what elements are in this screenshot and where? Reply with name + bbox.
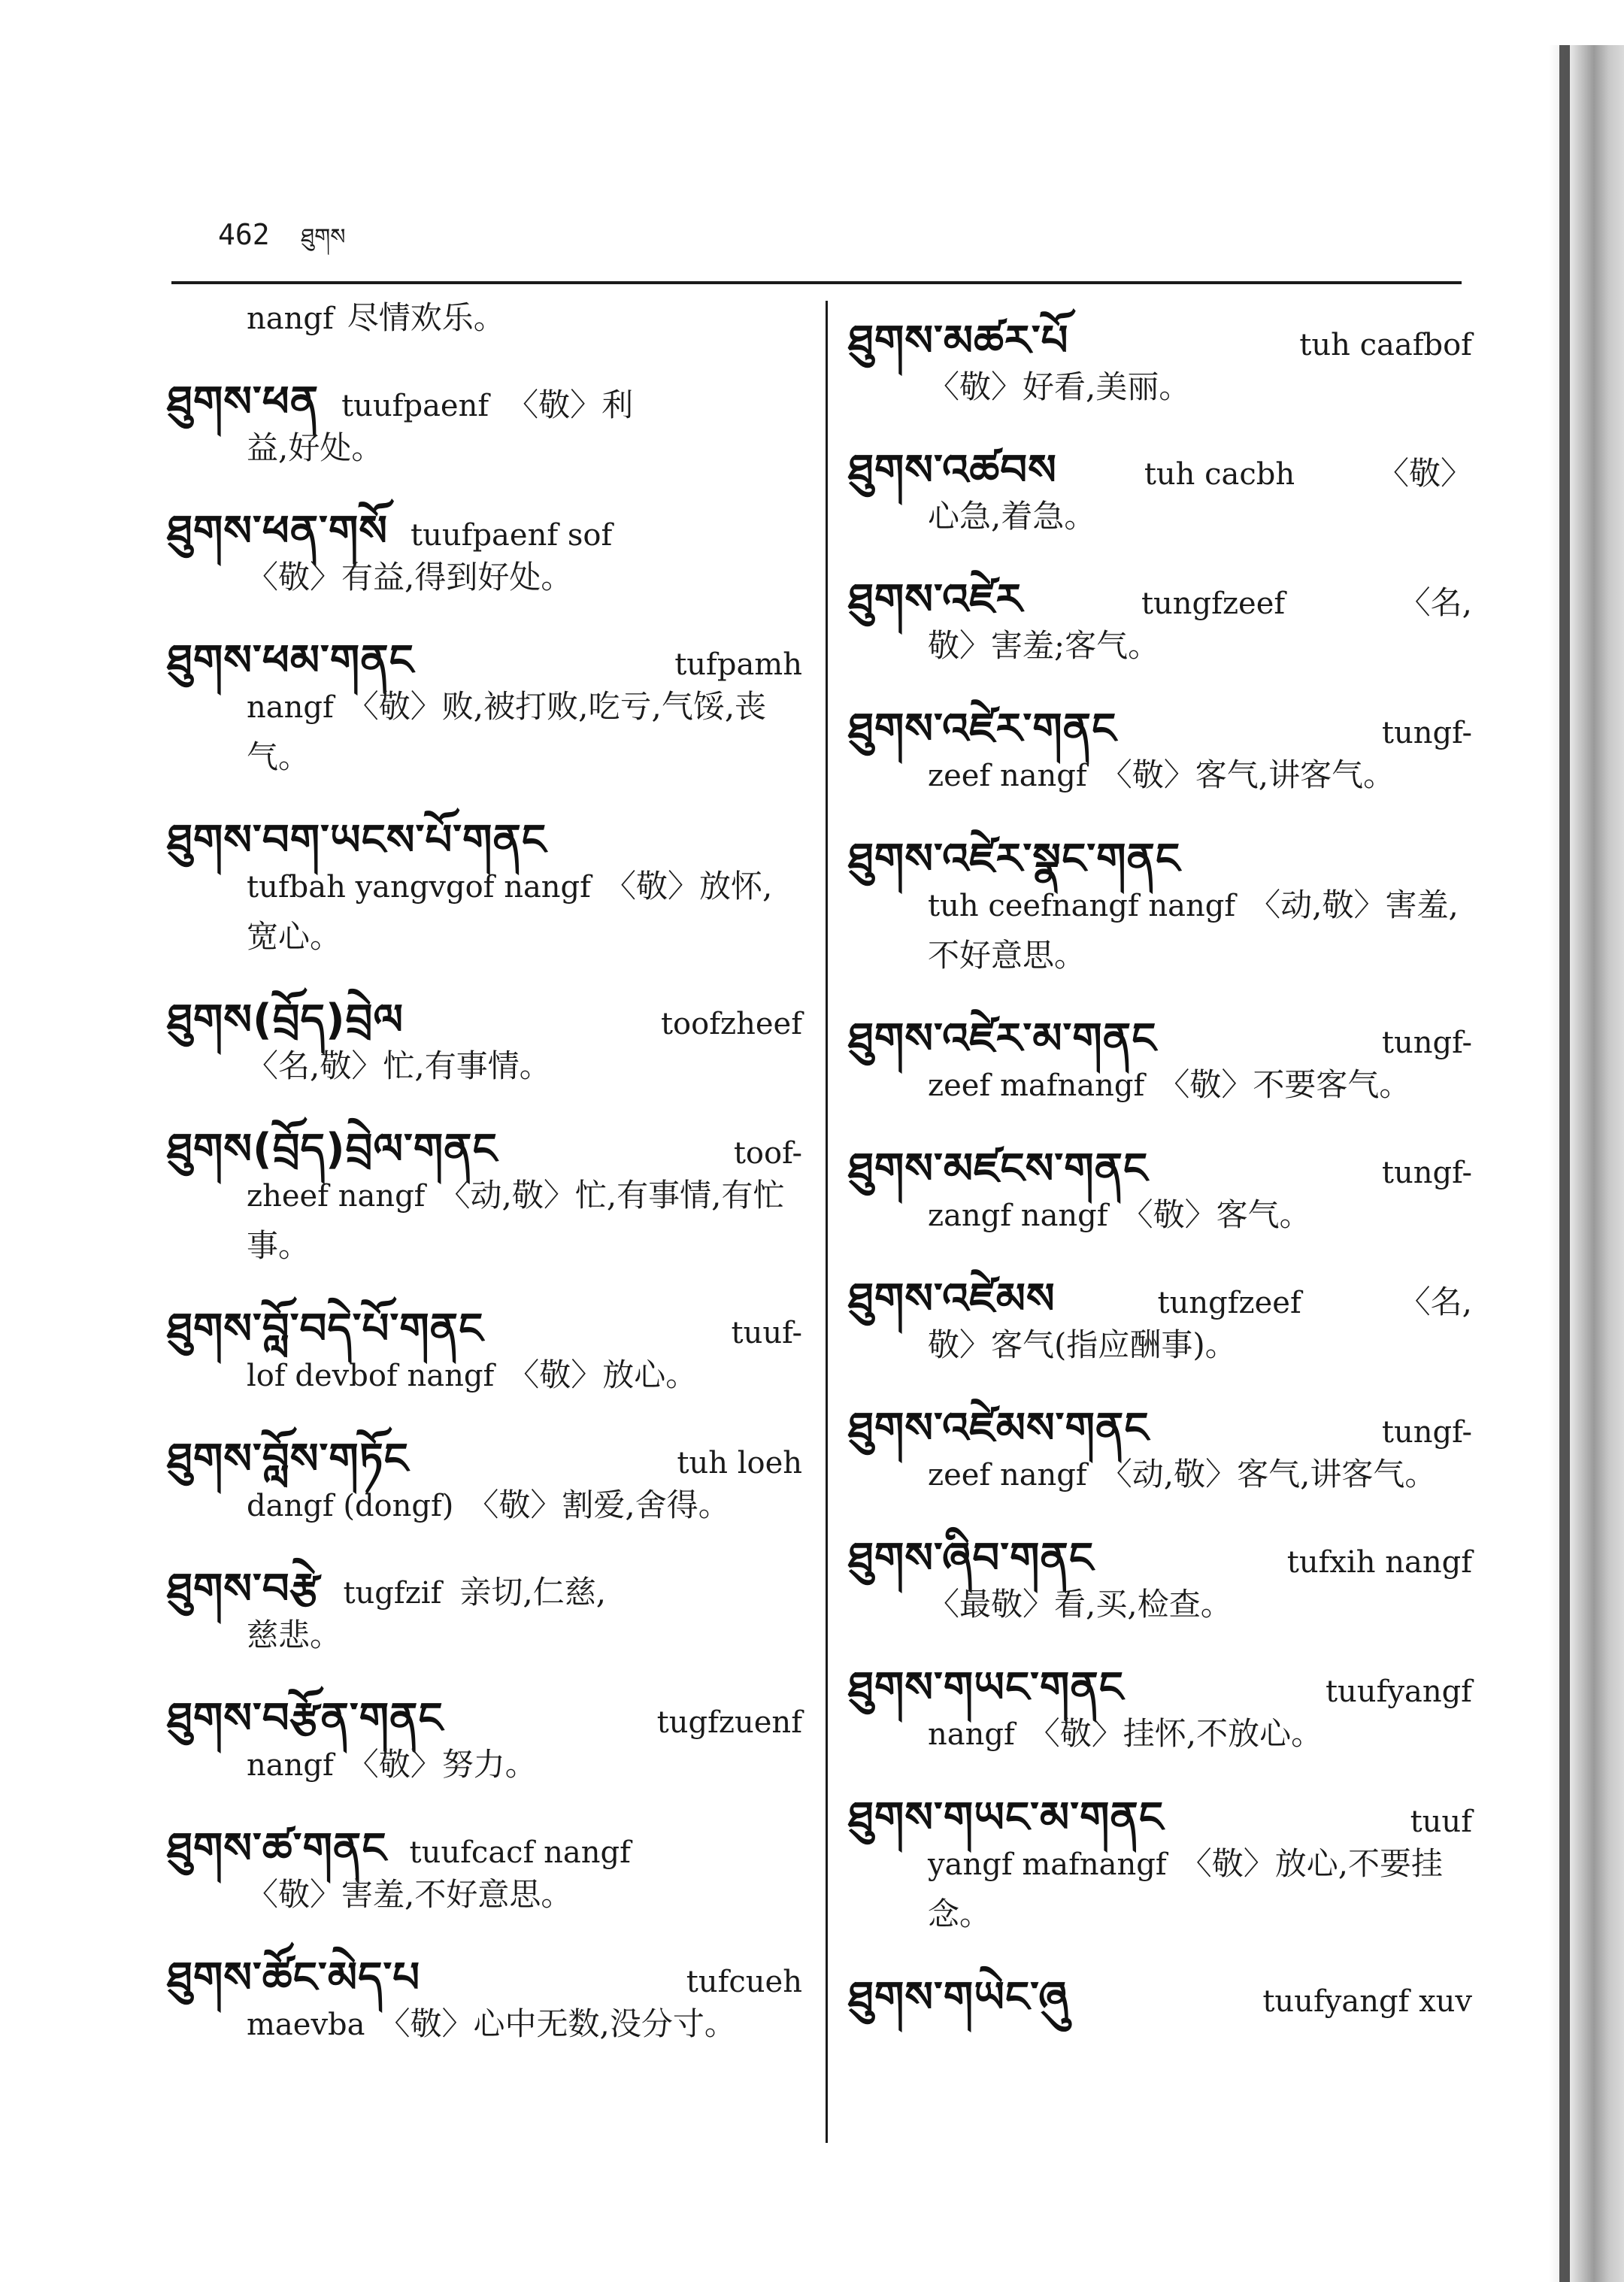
entry-romanization: tugfzif	[343, 1576, 442, 1611]
entry-definition: 〈敬〉害羞,不好意思。	[247, 1876, 573, 1913]
entry-continuation	[167, 1870, 802, 1920]
entry-headword-tibetan: ཐུགས་བློས་གཏོང	[167, 1435, 409, 1483]
entry-headword-line	[167, 1541, 802, 1614]
dictionary-entry	[848, 423, 1472, 541]
entry-gloss: 〈敬〉利	[507, 386, 634, 423]
entry-continuation	[167, 862, 803, 962]
entry-continuation	[167, 553, 802, 602]
entry-definition: 〈敬〉心中无数,没分寸。	[378, 2005, 736, 2042]
entry-romanization-cont: yangf mafnangf	[928, 1847, 1167, 1882]
entry-romanization: tungfzeef	[1157, 1286, 1301, 1320]
entry-headword-tibetan: ཐུགས་ཚོང་མེད་པ	[167, 1953, 421, 2002]
dictionary-entry	[167, 972, 802, 1091]
header-rule	[171, 281, 1462, 284]
entry-headword-tibetan: ཐུགས་འཛེར་གནང	[848, 705, 1117, 753]
entry-headword-tibetan: ཐུགས་ཚ་གནང	[167, 1824, 387, 1873]
entry-romanization-cont: zeef mafnangf	[928, 1068, 1145, 1103]
entry-definition: 〈敬〉败,被打败,吃亏,气馁,丧气。	[247, 688, 767, 775]
entry-romanization-cont: nangf	[247, 302, 334, 336]
dictionary-entry	[848, 1770, 1472, 1939]
entry-headword-tibetan: ཐུགས་འཛེར	[848, 575, 1023, 624]
entry-romanization: tufpamh	[674, 647, 802, 682]
entry-romanization: tungf-	[1381, 1415, 1472, 1450]
entry-romanization-cont: zeef nangf	[928, 759, 1087, 793]
dictionary-entry	[848, 811, 1472, 980]
dictionary-entry	[167, 1281, 802, 1401]
entry-romanization-cont: nangf	[247, 1748, 334, 1783]
entry-definition: 〈动,敬〉害羞,不好意思。	[928, 886, 1459, 974]
entry-definition: 尽情欢乐。	[347, 299, 505, 336]
entry-romanization-cont: tufbah yangvgof nangf	[247, 870, 591, 905]
entry-headword-tibetan: ཐུགས་འཛེམས	[848, 1274, 1056, 1323]
dictionary-entry	[167, 792, 802, 962]
entry-romanization-cont: nangf	[928, 1717, 1015, 1752]
entry-headword-tibetan: ཐུགས་འཛེམས་གནང	[848, 1404, 1150, 1453]
entry-continuation	[167, 293, 802, 344]
entry-continuation	[848, 362, 1472, 412]
entry-definition: 〈动,敬〉客气,讲客气。	[1100, 1456, 1437, 1493]
entry-headword-tibetan: ཐུགས་བརྩོན་གནང	[167, 1694, 444, 1743]
entry-headword-line	[848, 1950, 1472, 2022]
entry-romanization: tungf-	[1381, 1156, 1472, 1190]
entry-continuation	[848, 1320, 1472, 1370]
entry-headword-line	[167, 613, 802, 685]
entry-definition: 〈敬〉割爱,舍得。	[467, 1486, 730, 1523]
entry-definition: 〈敬〉有益,得到好处。	[247, 559, 573, 596]
entry-continuation	[848, 1709, 1472, 1759]
dictionary-entry	[848, 1121, 1472, 1241]
entry-romanization: tuufcacf nangf	[409, 1835, 631, 1870]
entry-romanization: toof-	[733, 1136, 802, 1171]
entry-headword-tibetan: ཐུགས(བྲོད)བྲེལ་གནང	[167, 1125, 498, 1174]
entry-romanization-cont: lof devbof nangf	[247, 1359, 495, 1393]
dictionary-entry	[167, 1541, 802, 1660]
entry-headword-tibetan: ཐུགས་བློ་བདེ་པོ་གནང	[167, 1305, 484, 1353]
entry-definition: 〈动,敬〉忙,有事情,有忙事。	[247, 1177, 785, 1264]
entry-definition: 〈敬〉努力。	[347, 1746, 537, 1783]
dictionary-entry	[848, 293, 1472, 412]
entry-headword-line	[848, 1380, 1472, 1453]
dictionary-entry	[848, 1251, 1472, 1370]
entry-romanization: tufcueh	[686, 1965, 802, 1999]
entry-definition: 益,好处。	[247, 429, 383, 466]
entry-definition: 〈敬〉挂怀,不放心。	[1028, 1715, 1323, 1752]
entry-headword-tibetan: ཐུགས་བག་ཡངས་པོ་གནང	[167, 816, 547, 865]
entry-romanization-cont: nangf	[247, 690, 334, 725]
entry-continuation	[167, 423, 802, 473]
entry-continuation	[848, 1580, 1472, 1629]
entry-definition: 〈敬〉放怀,宽心。	[247, 868, 773, 955]
entry-headword-tibetan: ཐུགས་འཛེར་མ་གནང	[848, 1014, 1157, 1063]
dictionary-entry	[167, 1411, 802, 1531]
entry-romanization: tuuf-	[731, 1316, 802, 1350]
dictionary-entry	[167, 613, 802, 782]
entry-continuation	[167, 1480, 802, 1531]
dictionary-entry	[167, 1930, 802, 2050]
entry-gloss: 〈名,	[1398, 1283, 1472, 1320]
entry-headword-line	[167, 483, 802, 556]
dictionary-entry	[848, 1380, 1472, 1500]
entry-continuation	[848, 1839, 1469, 1939]
entry-headword-line	[848, 681, 1472, 753]
entry-headword-tibetan: ཐུགས་འཛེར་སྣང་གནང	[848, 835, 1181, 883]
entry-headword-line	[167, 972, 802, 1044]
entry-romanization: tungfzeef	[1141, 586, 1286, 621]
entry-definition: 敬〉害羞;客气。	[928, 627, 1160, 664]
entry-continuation	[848, 621, 1472, 671]
entry-romanization-cont: zangf nangf	[928, 1199, 1108, 1233]
dictionary-entry	[167, 483, 802, 602]
entry-romanization: tuufpaenf sof	[411, 518, 613, 553]
entry-definition: 〈敬〉放心,不要挂念。	[928, 1845, 1444, 1932]
entry-headword-tibetan: ཐུགས་མཛངས་གནང	[848, 1144, 1149, 1193]
entry-continuation	[167, 1740, 802, 1790]
entry-headword-line	[848, 1511, 1472, 1583]
entry-headword-tibetan: ཐུགས་ཕམ་གནང	[167, 636, 414, 685]
entry-headword-line	[848, 1770, 1472, 1842]
dictionary-entry	[848, 1950, 1472, 2022]
entry-headword-line	[848, 423, 1472, 495]
entry-headword-line	[167, 1281, 802, 1353]
dictionary-entry	[848, 1640, 1472, 1759]
entry-headword-tibetan: ཐུགས་ཕན་གསོ	[167, 507, 389, 556]
entry-definition: 心急,着急。	[928, 498, 1096, 535]
entry-headword-line	[167, 354, 802, 426]
entry-continuation	[848, 1190, 1472, 1241]
entry-continuation	[167, 1999, 802, 2050]
entry-headword-line	[167, 1930, 802, 2002]
entry-romanization: tuuf	[1410, 1805, 1472, 1839]
dictionary-entry	[167, 354, 802, 473]
dictionary-entry	[848, 1511, 1472, 1629]
entry-gloss: 亲切,仁慈,	[459, 1574, 607, 1611]
column-divider	[826, 301, 828, 2143]
entry-romanization-cont: tuh ceefnangf nangf	[928, 889, 1236, 923]
entry-continuation	[848, 750, 1472, 801]
entry-headword-tibetan: ཐུགས་འཚབས	[848, 446, 1057, 495]
entry-headword-line	[848, 991, 1472, 1063]
entry-romanization: tugfzuenf	[656, 1705, 802, 1740]
entry-romanization: tuufpaenf	[341, 389, 489, 423]
entry-romanization: tuh cacbh	[1144, 457, 1295, 492]
dictionary-entry	[848, 991, 1472, 1111]
entry-gloss: 〈敬〉	[1377, 455, 1472, 492]
entry-headword-line	[848, 1251, 1472, 1323]
entry-continuation	[848, 1060, 1472, 1111]
entry-romanization: tufxih nangf	[1286, 1545, 1472, 1580]
entry-romanization-cont: zheef nangf	[247, 1179, 426, 1214]
dictionary-entry	[848, 552, 1472, 671]
entry-definition: 〈最敬〉看,买,检查。	[928, 1586, 1232, 1623]
right-column	[848, 293, 1472, 2029]
entry-continuation	[167, 1171, 803, 1271]
entry-definition: 〈名,敬〉忙,有事情。	[247, 1047, 551, 1084]
entry-headword-line	[167, 792, 802, 865]
dictionary-entry	[167, 1102, 802, 1271]
entry-continuation	[167, 1611, 802, 1660]
entry-continuation	[848, 1450, 1469, 1500]
entry-definition: 〈敬〉放心。	[508, 1356, 698, 1393]
page-number: 462	[218, 218, 270, 251]
entry-headword-tibetan: ཐུགས་གཡང་གནང	[848, 1663, 1124, 1712]
entry-headword-tibetan: ཐུགས་ཞིབ་གནང	[848, 1534, 1095, 1583]
entry-definition: 〈敬〉客气,讲客气。	[1100, 756, 1395, 793]
entry-romanization: tuh loeh	[677, 1446, 802, 1480]
entry-definition: 〈敬〉不要客气。	[1158, 1066, 1411, 1103]
left-column	[167, 293, 802, 2060]
entry-headword-tibetan: ཐུགས་གཡང་མ་གནང	[848, 1793, 1165, 1842]
entry-headword-line	[848, 552, 1472, 624]
entry-continuation	[167, 1350, 802, 1401]
scan-edge-shadow	[1559, 45, 1570, 2282]
entry-continuation	[167, 682, 803, 782]
entry-headword-line	[167, 1411, 802, 1483]
dictionary-entry	[167, 1671, 802, 1790]
entry-romanization: tuh caafbof	[1299, 328, 1472, 362]
entry-gloss: 〈名,	[1398, 584, 1472, 621]
entry-continuation	[848, 880, 1469, 980]
entry-headword-line	[848, 1640, 1472, 1712]
entry-headword-line	[167, 1671, 802, 1743]
entry-romanization: tuufyangf	[1325, 1674, 1472, 1709]
entry-definition: 〈敬〉好看,美丽。	[928, 368, 1191, 405]
entry-headword-line	[167, 1801, 802, 1873]
entry-headword-tibetan: ཐུགས་མཚར་པོ	[848, 317, 1069, 365]
entry-romanization: tungf-	[1381, 716, 1472, 750]
entry-definition: 敬〉客气(指应酬事)。	[928, 1326, 1237, 1363]
entry-romanization-cont: maevba	[247, 2008, 365, 2042]
entry-definition: 慈悲。	[247, 1617, 342, 1653]
entry-headword-tibetan: ཐུགས་བརྩེ	[167, 1565, 321, 1614]
entry-headword-line	[848, 293, 1472, 365]
entry-headword-tibetan: ཐུགས(བྲོད)བྲེལ	[167, 996, 404, 1044]
entry-headword-tibetan: ཐུགས་གཡེང་ཞུ	[848, 1973, 1069, 2022]
entry-romanization: toofzheef	[660, 1007, 802, 1041]
dictionary-entry	[848, 681, 1472, 801]
entry-headword-line	[848, 811, 1472, 883]
entry-romanization-cont: dangf (dongf)	[247, 1489, 454, 1523]
dictionary-entry	[167, 293, 802, 344]
entry-headword-line	[167, 1102, 802, 1174]
entry-continuation	[167, 1041, 802, 1091]
entry-romanization: tuufyangf xuv	[1262, 1984, 1472, 2019]
entry-romanization: tungf-	[1381, 1026, 1472, 1060]
running-head-word: ཐུགས	[301, 224, 346, 250]
entry-headword-line	[848, 1121, 1472, 1193]
entry-romanization-cont: zeef nangf	[928, 1458, 1087, 1493]
dictionary-entry	[167, 1801, 802, 1920]
entry-definition: 〈敬〉客气。	[1121, 1196, 1311, 1233]
entry-headword-tibetan: ཐུགས་ཕན	[167, 377, 320, 426]
entry-continuation	[848, 492, 1472, 541]
